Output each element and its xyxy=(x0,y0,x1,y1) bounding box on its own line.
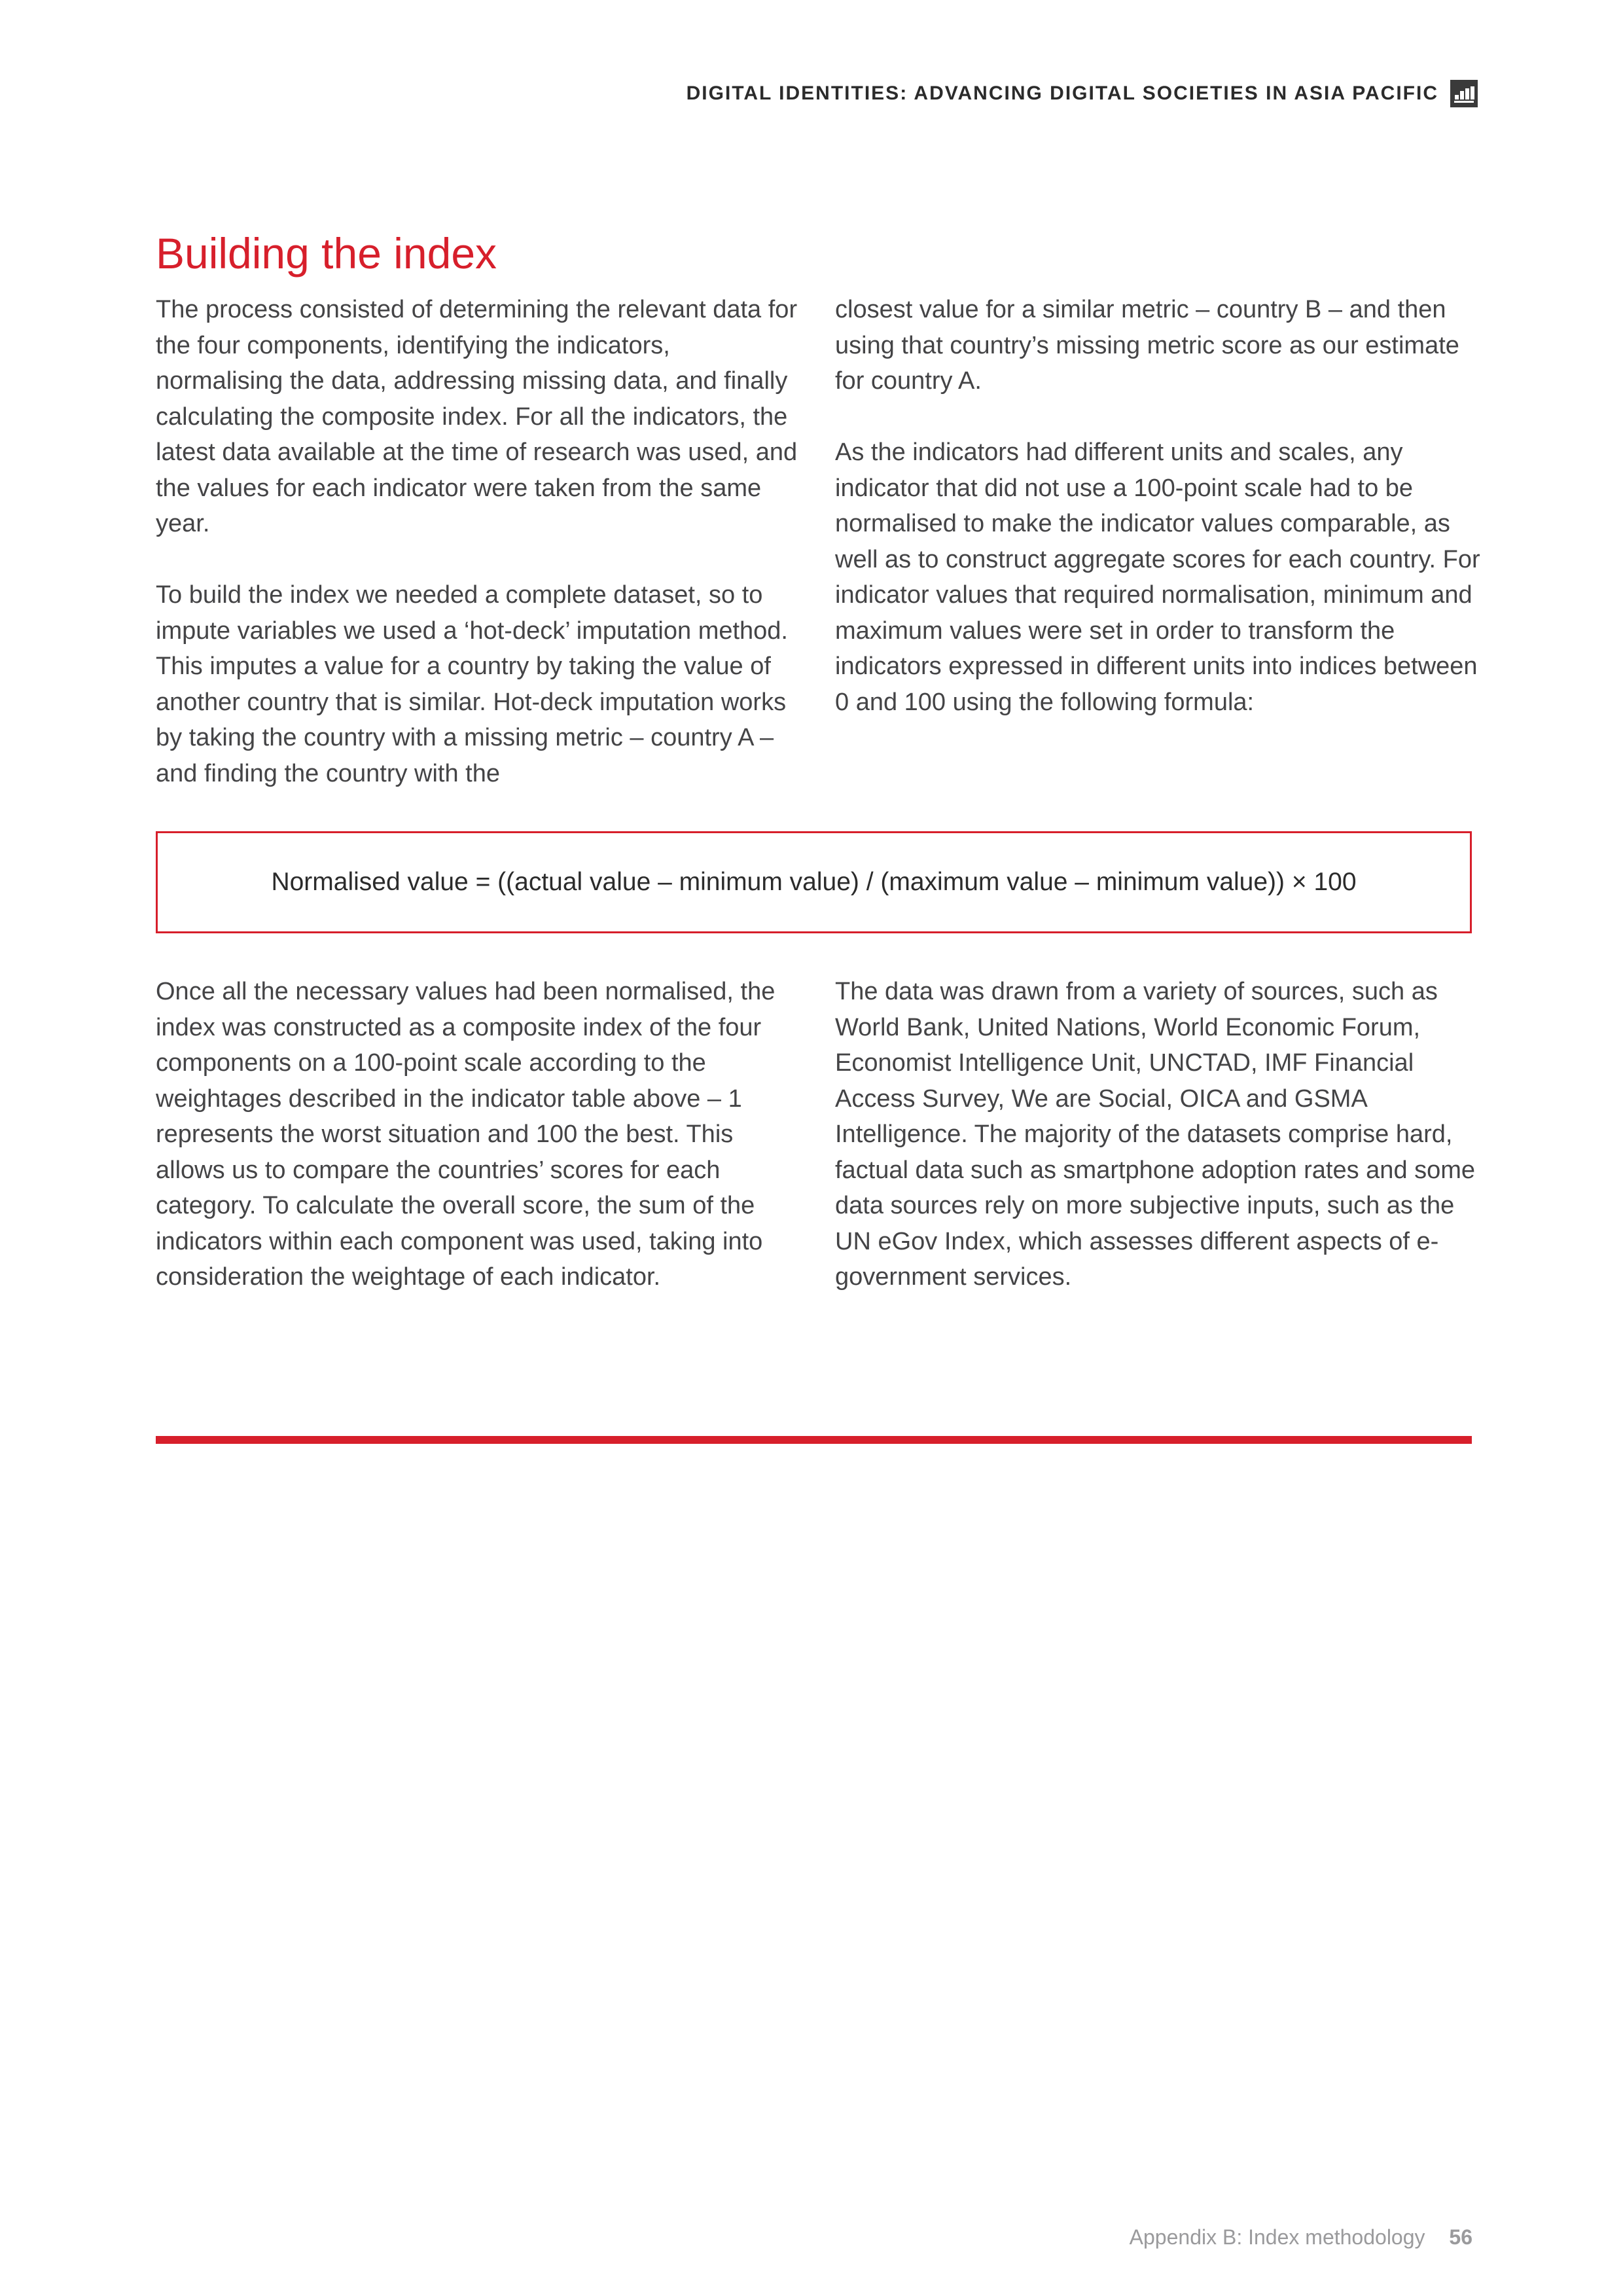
paragraph: The data was drawn from a variety of sources, such as World Bank, United Nations, World Economic Forum, Economist Intelligence Unit, UNCTAD, IMF Financial Access Survey, We are Social, OICA and GSMA Intelligence. The majority of the datasets comprise hard, factual data such as smartphone adoption rates and some data sources rely on more subjective inputs, such as the UN eGov Index, which assesses different aspects of e-government services. xyxy=(835,978,1476,1291)
running-header xyxy=(687,80,1478,107)
section-title: Building the index xyxy=(156,229,497,278)
paragraph: Once all the necessary values had been normalised, the index was constructed as a composite index of the four components on a 100-point scale according to the weightages described in the indicator table above – 1 represents the worst situation and 100 the best. This allows us to compare the countries’ scores for each category. To calculate the overall score, the sum of the indicators within each component was used, taking into consideration the weightage of each indicator. xyxy=(156,978,776,1291)
body-column-bottom-left xyxy=(156,974,804,1295)
header-title: DIGITAL IDENTITIES: ADVANCING DIGITAL SOCIETIES IN ASIA PACIFIC xyxy=(686,82,1438,104)
paragraph: The process consisted of determining the relevant data for the four components, identifying the indicators, normalising the data, addressing missing data, and finally calculating the composite index. For all the indicators, the latest data available at the time of research was used, and the values for each indicator were taken from the same year. xyxy=(156,296,798,537)
page-number: 56 xyxy=(1449,2225,1472,2249)
gsma-bar-chart-icon xyxy=(1450,80,1478,107)
footer-section-label: Appendix B: Index methodology xyxy=(1129,2225,1425,2249)
body-column-top-left xyxy=(156,292,804,791)
body-column-bottom-right xyxy=(835,974,1483,1295)
page-footer xyxy=(1130,2225,1472,2250)
body-column-top-right xyxy=(835,292,1483,720)
formula-text: Normalised value = ((actual value – minimum value) / (maximum value – minimum value)) × 100 xyxy=(271,868,1357,896)
paragraph: As the indicators had different units and scales, any indicator that did not use a 100-point scale had to be normalised to make the indicator values comparable, as well as to construct aggregate scores for each country. For indicator values that required normalisation, minimum and maximum values were set in order to transform the indicators expressed in different units into indices between 0 and 100 using the following formula: xyxy=(835,439,1480,716)
paragraph: To build the index we needed a complete dataset, so to impute variables we used a ‘hot-deck’ imputation method. This imputes a value for a country by taking the value of another country that is similar. Hot-deck imputation works by taking the country with a missing metric – country A – and finding the country with the xyxy=(156,581,788,787)
paragraph: closest value for a similar metric – country B – and then using that country’s missing metric score as our estimate for country A. xyxy=(835,296,1459,395)
formula-box xyxy=(156,831,1472,933)
section-divider-rule xyxy=(156,1436,1472,1444)
